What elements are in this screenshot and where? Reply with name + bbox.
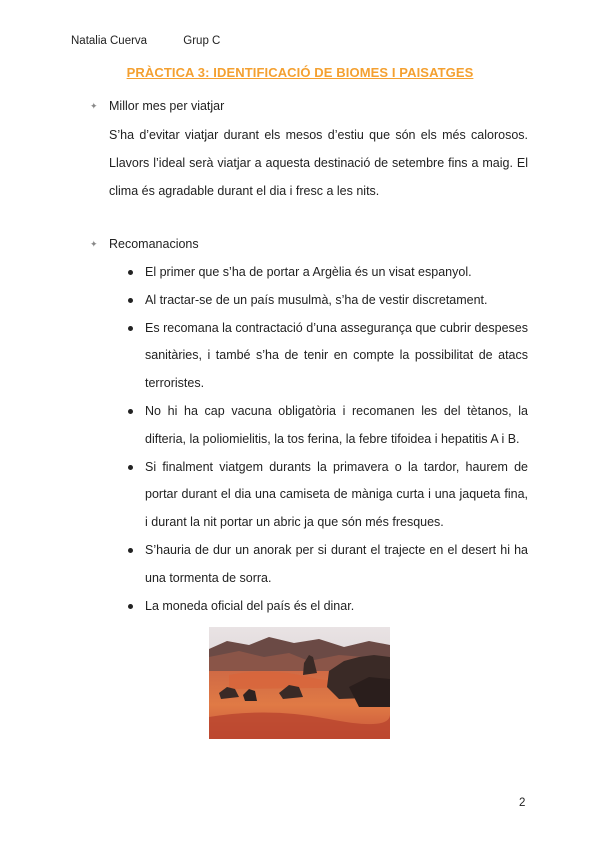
bullet-dot-icon (128, 465, 133, 470)
section-best-month (90, 96, 528, 205)
list-item: El primer que s’ha de portar a Argèlia és un visat espanyol. (128, 259, 528, 287)
list-item: Si finalment viatgem durants la primavera o la tardor, haurem de portar durant el dia una camiseta de màniga curta i una jaqueta fina, i durant la nit portar un abric ja que són més fresques. (128, 454, 528, 537)
page-number: 2 (519, 797, 526, 809)
desert-landscape-image (209, 627, 390, 739)
group-name: Grup C (183, 35, 221, 47)
sparkle-bullet-icon: ✦ (90, 239, 98, 249)
author-name: Natalia Cuerva (71, 35, 148, 47)
list-item: S’hauria de dur un anorak per si durant el trajecte en el desert hi ha una tormenta de sorra. (128, 537, 528, 593)
section-heading-text: Millor mes per viatjar (109, 99, 225, 113)
list-item: No hi ha cap vacuna obligatòria i recomanen les del tètanos, la difteria, la poliomielitis, la tos ferina, la febre tifoidea i hepatitis A i B. (128, 398, 528, 454)
sparkle-bullet-icon: ✦ (90, 101, 98, 111)
list-item: La moneda oficial del país és el dinar. (128, 593, 528, 621)
section-heading (90, 234, 528, 254)
bullet-dot-icon (128, 604, 133, 609)
bullet-dot-icon (128, 548, 133, 553)
section-heading-text: Recomanacions (109, 237, 199, 251)
section-recommendations (90, 234, 528, 254)
bullet-dot-icon (128, 298, 133, 303)
page-title: PRÀCTICA 3: IDENTIFICACIÓ DE BIOMES I PAISATGES (126, 65, 474, 80)
page-header (71, 35, 220, 47)
bullet-dot-icon (128, 409, 133, 414)
list-item: Es recomana la contractació d’una assegurança que cubrir despeses sanitàries, i també s’ha de tenir en compte la possibilitat de atacs terroristes. (128, 315, 528, 398)
list-item: Al tractar-se de un país musulmà, s’ha de vestir discretament. (128, 287, 528, 315)
bullet-dot-icon (128, 270, 133, 275)
section-heading (90, 96, 528, 116)
recommendations-list (128, 259, 528, 620)
section-paragraph: S’ha d’evitar viatjar durant els mesos d’estiu que són els més calorosos. Llavors l’ideal serà viatjar a aquesta destinació de setembre fins a maig. El clima és agradable durant el dia i fresc a les nits. (109, 128, 528, 198)
bullet-dot-icon (128, 326, 133, 331)
